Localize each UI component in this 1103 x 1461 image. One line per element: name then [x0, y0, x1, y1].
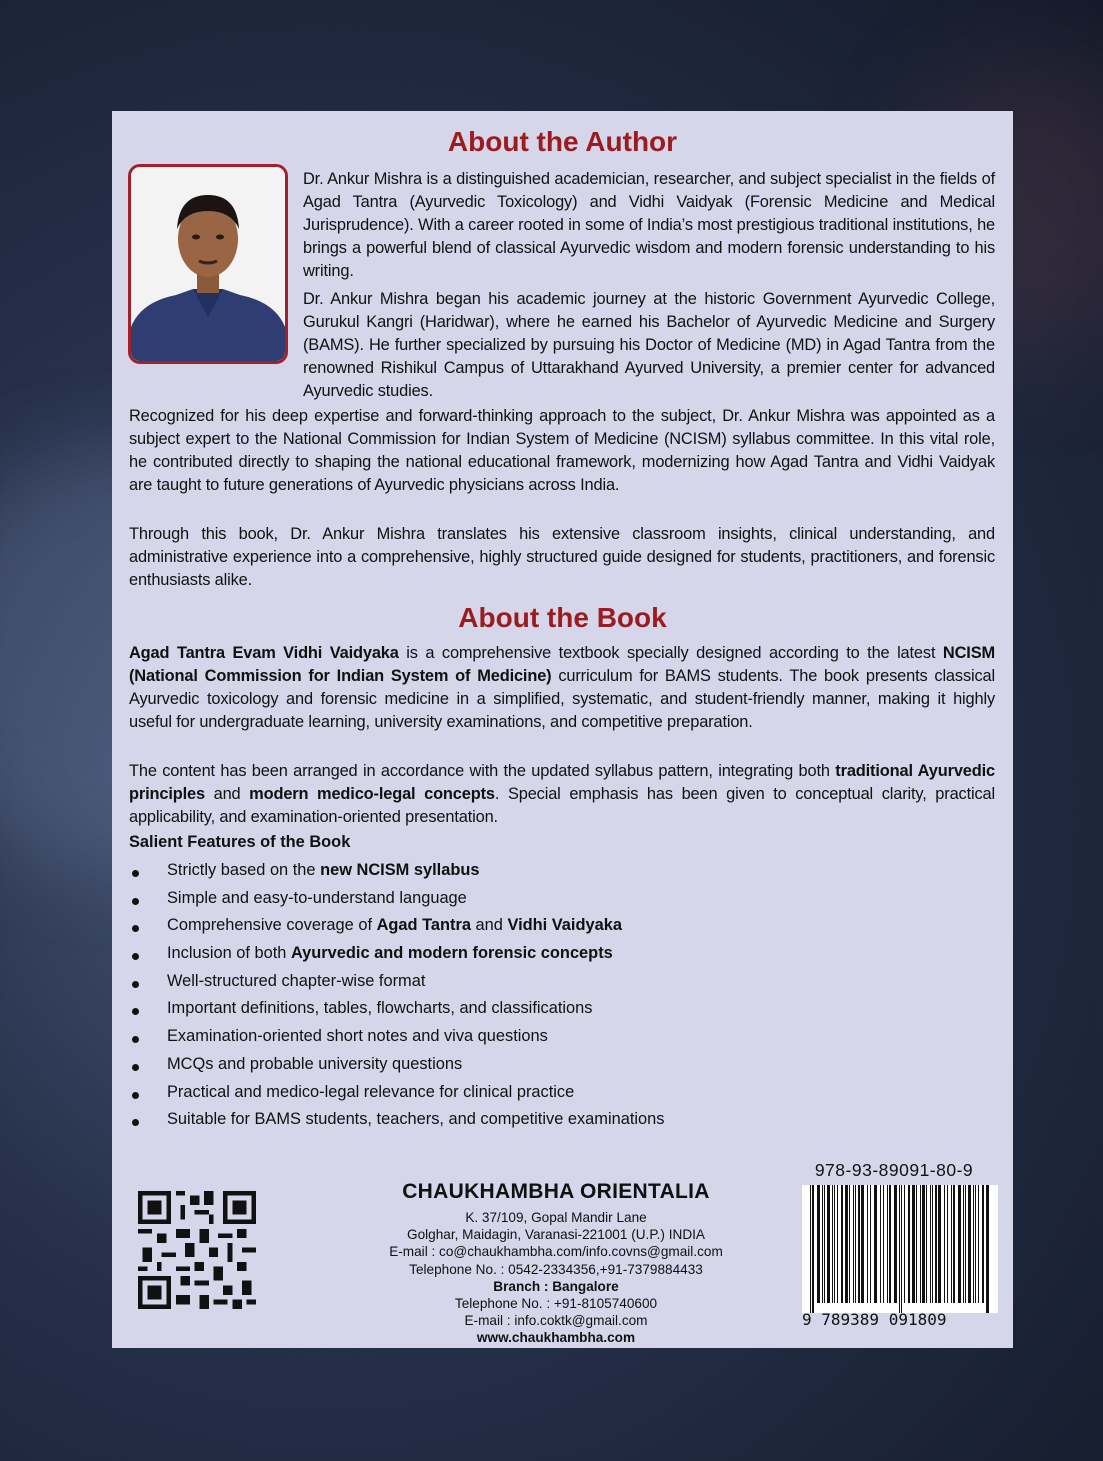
barcode-bar [901, 1185, 902, 1313]
publisher-address-1: K. 37/109, Gopal Mandir Lane [465, 1210, 647, 1225]
feature-item [129, 971, 829, 999]
barcode-bar [827, 1185, 830, 1303]
barcode-bar [894, 1185, 897, 1303]
publisher-website[interactable]: www.chaukhambha.com [476, 1330, 636, 1346]
barcode-bar [887, 1185, 888, 1303]
text-run: Suitable for BAMS students, teachers, and competitive examinations [167, 1110, 665, 1129]
bold-run: new NCISM syllabus [320, 861, 480, 879]
barcode-bar [810, 1185, 811, 1313]
barcode-bar [951, 1185, 952, 1303]
features-list [129, 860, 829, 1137]
barcode-bar [812, 1185, 814, 1313]
barcode-bar [935, 1185, 937, 1303]
barcode-bar [938, 1185, 941, 1303]
barcode-bar [855, 1185, 856, 1303]
back-cover-panel [112, 111, 1013, 1348]
text-run: Practical and medico-legal relevance for clinical practice [167, 1082, 575, 1101]
barcode-bar [841, 1185, 843, 1303]
bold-run: Agad Tantra [376, 916, 471, 935]
barcode-bar [870, 1185, 871, 1303]
author-paragraph-4: Through this book, Dr. Ankur Mishra translates his extensive classroom insights, clinical understanding, and administrative experience into a comprehensive, highly structured guide designed for students, practitioners, and forensic enthusiasts alike. [129, 525, 995, 589]
barcode-bar [926, 1185, 927, 1303]
branch-label: Branch : Bangalore [493, 1278, 619, 1294]
text-run: Simple and easy-to-understand language [167, 888, 467, 907]
publisher-name: CHAUKHAMBHA ORIENTALIA [402, 1180, 710, 1203]
feature-item [129, 860, 829, 888]
barcode-bar [916, 1185, 917, 1303]
text-run: Inclusion of both [167, 944, 291, 963]
barcode-bar [912, 1185, 915, 1303]
barcode-bar [832, 1185, 833, 1303]
barcode-bar [904, 1185, 905, 1303]
barcode-bar [858, 1185, 860, 1303]
barcode-bar [845, 1185, 848, 1303]
publisher-email[interactable]: E-mail : co@chaukhambha.com/info.covns@gmail.com [389, 1244, 723, 1260]
author-portrait-icon [131, 167, 285, 361]
text-run: Examination-oriented short notes and viva questions [167, 1027, 548, 1046]
feature-item [129, 998, 829, 1026]
author-paragraph-2: Dr. Ankur Mishra began his academic journey at the historic Government Ayurvedic College, Gurukul Kangri (Haridwar), where he earned his Bachelor of Ayurvedic Medicine and Surgery (BAMS). He further specialized by pursuing his Doctor of Medicine (MD) in Agad Tantra from the renowned Rishikul Campus of Uttarakhand Ayurved University, a premier center for advanced Ayurvedic studies. [303, 290, 995, 400]
barcode-bar [953, 1185, 955, 1303]
feature-item [129, 1082, 829, 1110]
barcode-bar [849, 1185, 850, 1303]
book-paragraph-1 [129, 642, 995, 734]
feature-item [129, 888, 829, 916]
barcode-bar [853, 1185, 854, 1303]
barcode-digits: 9 789389 091809 [802, 1310, 947, 1329]
text-run: and [470, 916, 508, 935]
author-paragraph-3: Recognized for his deep expertise and forward-thinking approach to the subject, Dr. Ankur Mishra was appointed as a subject expert to the National Commission for Indian System of Medicine (NCISM) syllabus committee. In this vital role, he contributed directly to shaping the national educational framework, modernizing how Agad Tantra and Vidhi Vaidyak are taught to future generations of Ayurvedic physicians across India. [129, 407, 995, 494]
barcode-bar [899, 1185, 900, 1313]
publisher-address-2: Golghar, Maidagin, Varanasi-221001 (U.P.) INDIA [407, 1227, 705, 1243]
isbn-barcode-icon [802, 1185, 998, 1313]
barcode-bar [932, 1185, 933, 1303]
bold-run: modern medico-legal concepts [249, 785, 495, 803]
branch-email[interactable]: E-mail : info.coktk@gmail.com [464, 1313, 648, 1329]
barcode-bar [978, 1185, 979, 1303]
barcode-bar [944, 1185, 945, 1303]
text-run: curriculum for BAMS students. The book presents classical Ayurvedic toxicology and forensic medicine in a simplified, systematic, and student-friendly manner, making it highly useful for undergraduate learning, university examinations, and competitive preparation. [129, 667, 995, 731]
text-run: The content has been arranged in accordance with the updated syllabus pattern, integrating both [129, 762, 836, 780]
text-run: and [204, 785, 250, 803]
barcode-bar [973, 1185, 974, 1303]
text-run: MCQs and probable university questions [167, 1054, 463, 1073]
barcode-bar [867, 1185, 868, 1303]
barcode-bar [947, 1185, 948, 1303]
barcode-bar [817, 1185, 820, 1303]
about-book-heading: About the Book [458, 602, 667, 633]
barcode-bar [968, 1185, 971, 1303]
barcode-bar [930, 1185, 931, 1303]
author-paragraph-1: Dr. Ankur Mishra is a distinguished academician, researcher, and subject specialist in the fields of Agad Tantra (Ayurvedic Toxicology) and Vidhi Vaidyak (Forensic Medicine and Medical Jurisprudence). With a career rooted in some of India’s most prestigious traditional institutions, he brings a powerful blend of classical Ayurvedic wisdom and modern forensic understanding to his writing. [303, 170, 995, 280]
bold-run: traditional Ayurvedic principles [129, 762, 995, 803]
feature-item [129, 1026, 829, 1054]
isbn-number: 978-93-89091-80-9 [814, 1160, 974, 1180]
book-title: Agad Tantra Evam Vidhi Vaidyaka [129, 644, 399, 662]
ncism-name: NCISM (National Commission for Indian System of Medicine) [129, 644, 995, 685]
barcode-bar [908, 1185, 910, 1303]
barcode-bar [837, 1185, 838, 1303]
publisher-block [352, 1179, 760, 1347]
feature-item [129, 915, 829, 943]
bold-run: Vidhi Vaidyaka [507, 916, 622, 935]
text-run: . Special emphasis has been given to conceptual clarity, practical applicability, and examination-oriented presentation. [129, 785, 995, 826]
text-run: Comprehensive coverage of [167, 916, 377, 935]
about-author-heading: About the Author [447, 126, 678, 157]
qr-code-icon[interactable] [136, 1191, 258, 1309]
book-paragraph-2 [129, 760, 995, 829]
barcode-bar [975, 1185, 976, 1303]
text-run: Well-structured chapter-wise format [167, 971, 426, 990]
barcode-bar [965, 1185, 966, 1303]
barcode-bar [822, 1185, 823, 1303]
barcode-bar [874, 1185, 877, 1303]
bold-run: Ayurvedic and modern forensic concepts [290, 944, 613, 963]
feature-item [129, 943, 829, 971]
barcode-bar [963, 1185, 964, 1303]
feature-item [129, 1054, 829, 1082]
barcode-bar [920, 1185, 921, 1303]
features-heading: Salient Features of the Book [129, 833, 351, 851]
text-run: Important definitions, tables, flowcharts, and classifications [167, 999, 593, 1018]
barcode-bar [986, 1185, 989, 1313]
branch-phone: Telephone No. : +91-8105740600 [454, 1296, 658, 1312]
barcode-bar [880, 1185, 881, 1303]
text-run: Strictly based on the [167, 861, 321, 879]
feature-item [129, 1109, 829, 1137]
barcode-bar [861, 1185, 864, 1303]
text-run: is a comprehensive textbook specially designed according to the latest [398, 644, 943, 662]
barcode-bar [922, 1185, 925, 1303]
barcode-bar [889, 1185, 891, 1303]
barcode-bar [834, 1185, 835, 1303]
publisher-phone: Telephone No. : 0542-2334356,+91-7379884433 [409, 1261, 703, 1277]
barcode-bar [958, 1185, 961, 1303]
barcode-bar [883, 1185, 884, 1303]
author-photo [128, 164, 288, 364]
barcode-bar [982, 1185, 984, 1303]
barcode-bar [824, 1185, 825, 1303]
